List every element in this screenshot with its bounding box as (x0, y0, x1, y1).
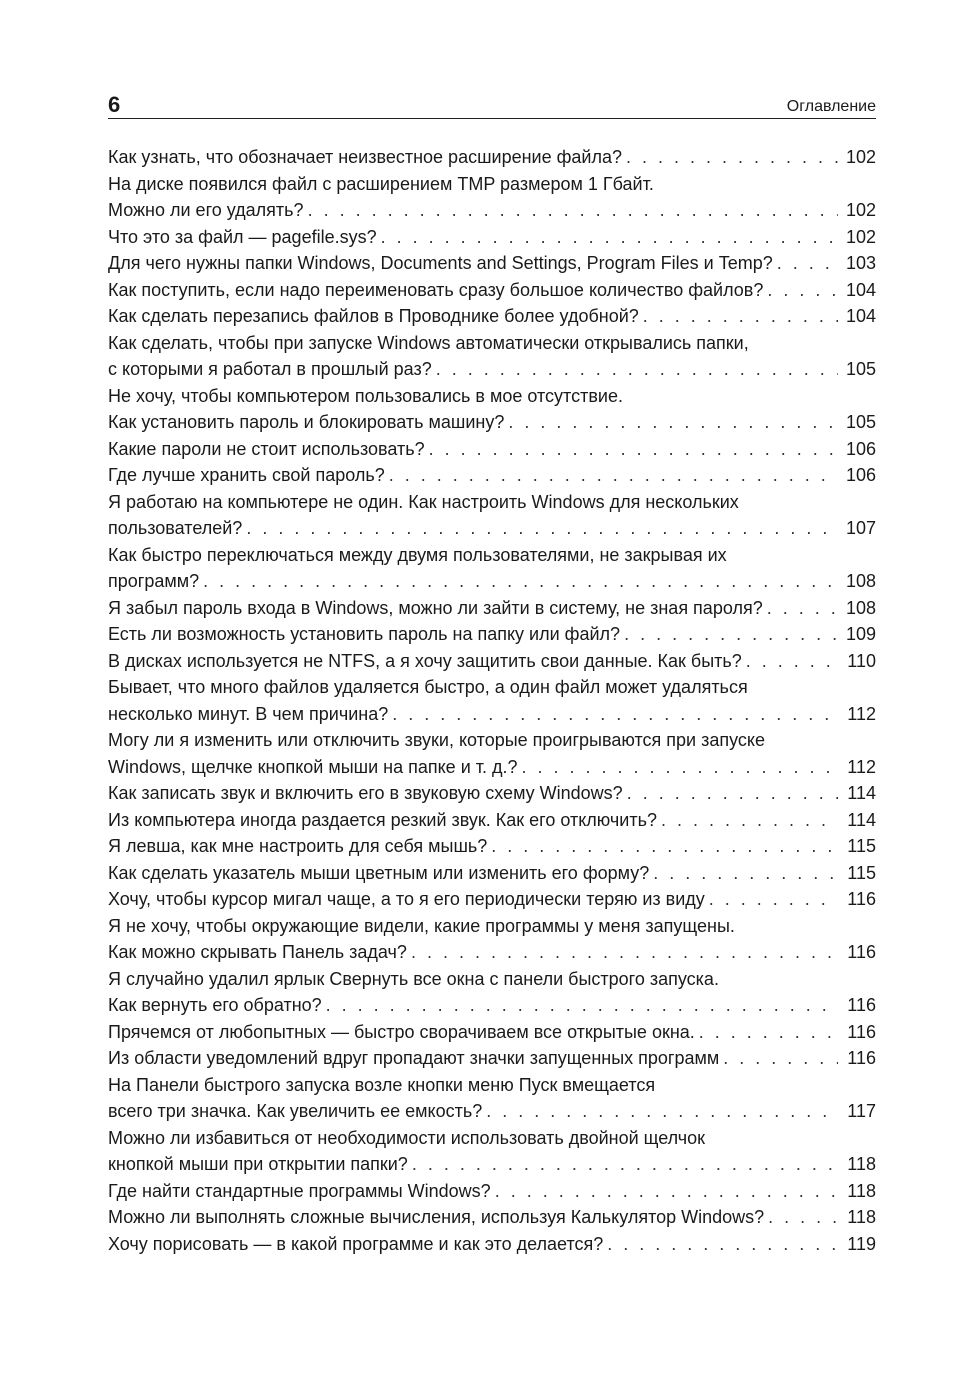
toc-entry-page: 116 (847, 889, 876, 909)
toc-entry-last-line (108, 1231, 876, 1258)
dot-leader (767, 277, 838, 304)
toc-entry-title-line: всего три значка. Как увеличить ее емкость? (108, 1101, 483, 1121)
toc-entry-last-line (108, 250, 876, 277)
toc-entry (108, 860, 876, 887)
dot-leader (411, 939, 838, 966)
toc-entry-page: 116 (847, 995, 876, 1015)
book-page (108, 88, 876, 1254)
toc-entry-title-line: Как можно скрывать Панель задач? (108, 942, 407, 962)
toc-entry-page: 108 (845, 571, 876, 591)
toc-entry-page: 116 (847, 942, 876, 962)
toc-entry-title-line: с которыми я работал в прошлый раз? (108, 359, 432, 379)
dot-leader (709, 886, 838, 913)
toc-entry-title-line: Как вернуть его обратно? (108, 995, 322, 1015)
dot-leader (768, 1204, 838, 1231)
toc-entry-last-line (108, 780, 876, 807)
toc-entry-last-line (108, 860, 876, 887)
toc-entry-title-line: Можно ли избавиться от необходимости использовать двойной щелчок (108, 1127, 706, 1148)
toc-entry-title-line: кнопкой мыши при открытии папки? (108, 1154, 408, 1174)
toc-entry-title-line: Я не хочу, чтобы окружающие видели, какие программы у меня запущены. (108, 915, 735, 936)
toc-entry-page: 102 (845, 226, 876, 247)
toc-entry-page: 106 (845, 465, 876, 485)
toc-entry-last-line (108, 568, 876, 595)
toc-entry (108, 1125, 876, 1178)
toc-entry-title-line: На диске появился файл с расширением TMP размером 1 Гбайт. (108, 173, 654, 194)
toc-entry-last-line (108, 277, 876, 304)
dot-leader (246, 515, 838, 542)
toc-entry-last-line (108, 409, 876, 436)
toc-entry-page: 112 (847, 756, 876, 777)
toc-entry-page: 117 (847, 1101, 876, 1121)
toc-entry-page: 107 (845, 518, 876, 538)
table-of-contents (108, 144, 876, 1257)
toc-entry-last-line (108, 595, 876, 622)
toc-entry-title-line: Можно ли выполнять сложные вычисления, используя Калькулятор Windows? (108, 1207, 765, 1227)
dot-leader (389, 462, 838, 489)
toc-entry-title-line: Для чего нужны папки Windows, Documents and Settings, Program Files и Temp? (108, 253, 773, 273)
toc-entry-title-line: Что это за файл — pagefile.sys? (108, 226, 377, 247)
toc-entry-last-line (108, 992, 876, 1019)
toc-entry-page: 114 (847, 809, 876, 830)
toc-entry-title-line: Хочу, чтобы курсор мигал чаще, а то я его периодически теряю из виду (108, 889, 705, 909)
toc-entry-page: 103 (845, 253, 876, 273)
dot-leader (486, 1098, 838, 1125)
toc-entry (108, 595, 876, 622)
dot-leader (767, 595, 838, 622)
toc-entry (108, 303, 876, 330)
toc-entry-title-line: несколько минут. В чем причина? (108, 703, 389, 724)
toc-entry-last-line (108, 1098, 876, 1125)
toc-entry-last-line (108, 1204, 876, 1231)
toc-entry (108, 913, 876, 966)
toc-entry-title-line: Как быстро переключаться между двумя пользователями, не закрывая их (108, 544, 727, 565)
toc-entry (108, 542, 876, 595)
toc-entry-page: 105 (845, 412, 876, 432)
toc-entry-last-line (108, 939, 876, 966)
toc-entry-page: 112 (847, 703, 876, 724)
toc-entry-title-line: Как установить пароль и блокировать машину? (108, 412, 505, 432)
toc-entry-page: 115 (847, 836, 876, 856)
toc-entry-title-line: Как сделать указатель мыши цветным или изменить его форму? (108, 862, 650, 883)
toc-entry-title-line: Как поступить, если надо переименовать сразу большое количество файлов? (108, 279, 764, 300)
dot-leader (381, 224, 838, 251)
dot-leader (412, 1151, 838, 1178)
dot-leader (491, 833, 838, 860)
toc-entry-page: 104 (845, 306, 876, 326)
toc-entry-last-line (108, 886, 876, 913)
toc-entry (108, 171, 876, 224)
toc-entry (108, 966, 876, 1019)
toc-entry-page: 116 (847, 1048, 876, 1068)
toc-entry (108, 330, 876, 383)
dot-leader (203, 568, 838, 595)
toc-entry (108, 807, 876, 834)
toc-entry (108, 1178, 876, 1205)
toc-entry-last-line (108, 807, 876, 834)
toc-entry-title-line: Где лучше хранить свой пароль? (108, 465, 385, 485)
page-number: 6 (108, 92, 121, 117)
toc-entry (108, 621, 876, 648)
toc-entry-last-line (108, 701, 876, 728)
toc-entry-last-line (108, 197, 876, 224)
toc-entry-last-line (108, 436, 876, 463)
toc-entry-title-line: Какие пароли не стоит использовать? (108, 438, 425, 459)
toc-entry-last-line (108, 515, 876, 542)
toc-entry-page: 106 (845, 438, 876, 459)
toc-entry (108, 1231, 876, 1258)
toc-entry-title-line: Как сделать перезапись файлов в Проводнике более удобной? (108, 306, 639, 326)
toc-entry-title-line: Прячемся от любопытных — быстро сворачиваем все открытые окна. (108, 1021, 695, 1042)
toc-entry-title-line: На Панели быстрого запуска возле кнопки меню Пуск вмещается (108, 1074, 656, 1095)
dot-leader (746, 648, 838, 675)
toc-entry-page: 118 (847, 1180, 876, 1201)
toc-entry-last-line (108, 144, 876, 171)
toc-entry (108, 833, 876, 860)
toc-entry-page: 104 (845, 279, 876, 300)
toc-entry (108, 886, 876, 913)
toc-entry (108, 489, 876, 542)
toc-entry-page: 105 (845, 359, 876, 379)
toc-entry-title-line: Я левша, как мне настроить для себя мышь? (108, 836, 488, 856)
toc-entry (108, 436, 876, 463)
toc-entry-page: 102 (845, 200, 876, 220)
toc-entry-last-line (108, 356, 876, 383)
dot-leader (643, 303, 838, 330)
toc-entry-title-line: Из области уведомлений вдруг пропадают значки запущенных программ (108, 1048, 720, 1068)
dot-leader (392, 701, 838, 728)
toc-entry (108, 1045, 876, 1072)
dot-leader (522, 754, 838, 781)
toc-entry-title-line: Бывает, что много файлов удаляется быстро, а один файл может удаляться (108, 677, 748, 697)
page-header (108, 88, 876, 119)
toc-entry-last-line (108, 1151, 876, 1178)
toc-entry-title-line: Из компьютера иногда раздается резкий звук. Как его отключить? (108, 809, 657, 830)
toc-entry-last-line (108, 303, 876, 330)
toc-entry-title-line: Как записать звук и включить его в звуковую схему Windows? (108, 783, 623, 803)
dot-leader (624, 621, 838, 648)
toc-entry-page: 119 (847, 1233, 876, 1254)
toc-entry (108, 383, 876, 436)
toc-entry (108, 780, 876, 807)
dot-leader (723, 1045, 838, 1072)
toc-entry-page: 118 (847, 1207, 876, 1227)
toc-entry (108, 1072, 876, 1125)
dot-leader (699, 1019, 838, 1046)
toc-entry-title-line: Я забыл пароль входа в Windows, можно ли зайти в систему, не зная пароля? (108, 597, 763, 618)
toc-entry-title-line: Не хочу, чтобы компьютером пользовались в мое отсутствие. (108, 385, 623, 406)
toc-entry (108, 462, 876, 489)
toc-entry-last-line (108, 621, 876, 648)
toc-entry-title-line: Могу ли я изменить или отключить звуки, которые проигрываются при запуске (108, 730, 765, 750)
toc-entry-title-line: Я случайно удалил ярлык Свернуть все окна с панели быстрого запуска. (108, 968, 719, 989)
toc-entry-last-line (108, 754, 876, 781)
dot-leader (495, 1178, 838, 1205)
toc-entry-title-line: Windows, щелчке кнопкой мыши на папке и т. д.? (108, 756, 518, 777)
toc-entry-page: 110 (847, 650, 876, 671)
toc-entry-title-line: Как сделать, чтобы при запуске Windows автоматически открывались папки, (108, 332, 749, 353)
toc-entry-last-line (108, 833, 876, 860)
toc-entry-page: 102 (845, 147, 876, 167)
dot-leader (661, 807, 838, 834)
toc-entry-page: 114 (847, 783, 876, 803)
toc-entry-last-line (108, 224, 876, 251)
toc-entry-title-line: программ? (108, 571, 200, 591)
toc-entry-title-line: пользователей? (108, 518, 243, 538)
toc-entry-title-line: Как узнать, что обозначает неизвестное расширение файла? (108, 147, 623, 167)
dot-leader (607, 1231, 838, 1258)
toc-entry-last-line (108, 462, 876, 489)
toc-entry (108, 277, 876, 304)
toc-entry (108, 674, 876, 727)
toc-entry-title-line: Хочу порисовать — в какой программе и как это делается? (108, 1233, 604, 1254)
dot-leader (777, 250, 838, 277)
dot-leader (627, 780, 838, 807)
dot-leader (429, 436, 838, 463)
dot-leader (308, 197, 838, 224)
dot-leader (436, 356, 838, 383)
dot-leader (508, 409, 838, 436)
toc-entry (108, 727, 876, 780)
toc-entry (108, 648, 876, 675)
running-title: Оглавление (786, 98, 876, 115)
toc-entry-last-line (108, 1019, 876, 1046)
dot-leader (326, 992, 838, 1019)
toc-entry-page: 116 (847, 1021, 876, 1042)
toc-entry-page: 118 (847, 1154, 876, 1174)
toc-entry (108, 1019, 876, 1046)
toc-entry (108, 250, 876, 277)
toc-entry-last-line (108, 648, 876, 675)
toc-entry-title-line: Где найти стандартные программы Windows? (108, 1180, 491, 1201)
dot-leader (653, 860, 838, 887)
toc-entry-title-line: В дисках используется не NTFS, а я хочу защитить свои данные. Как быть? (108, 650, 742, 671)
toc-entry-title-line: Можно ли его удалять? (108, 200, 304, 220)
toc-entry-page: 115 (847, 862, 876, 883)
toc-entry-page: 108 (845, 597, 876, 618)
toc-entry (108, 144, 876, 171)
toc-entry-title-line: Есть ли возможность установить пароль на папку или файл? (108, 624, 621, 644)
dot-leader (626, 144, 838, 171)
toc-entry-page: 109 (845, 624, 876, 644)
toc-entry-last-line (108, 1178, 876, 1205)
toc-entry-title-line: Я работаю на компьютере не один. Как настроить Windows для нескольких (108, 491, 739, 512)
toc-entry (108, 224, 876, 251)
toc-entry (108, 1204, 876, 1231)
toc-entry-last-line (108, 1045, 876, 1072)
